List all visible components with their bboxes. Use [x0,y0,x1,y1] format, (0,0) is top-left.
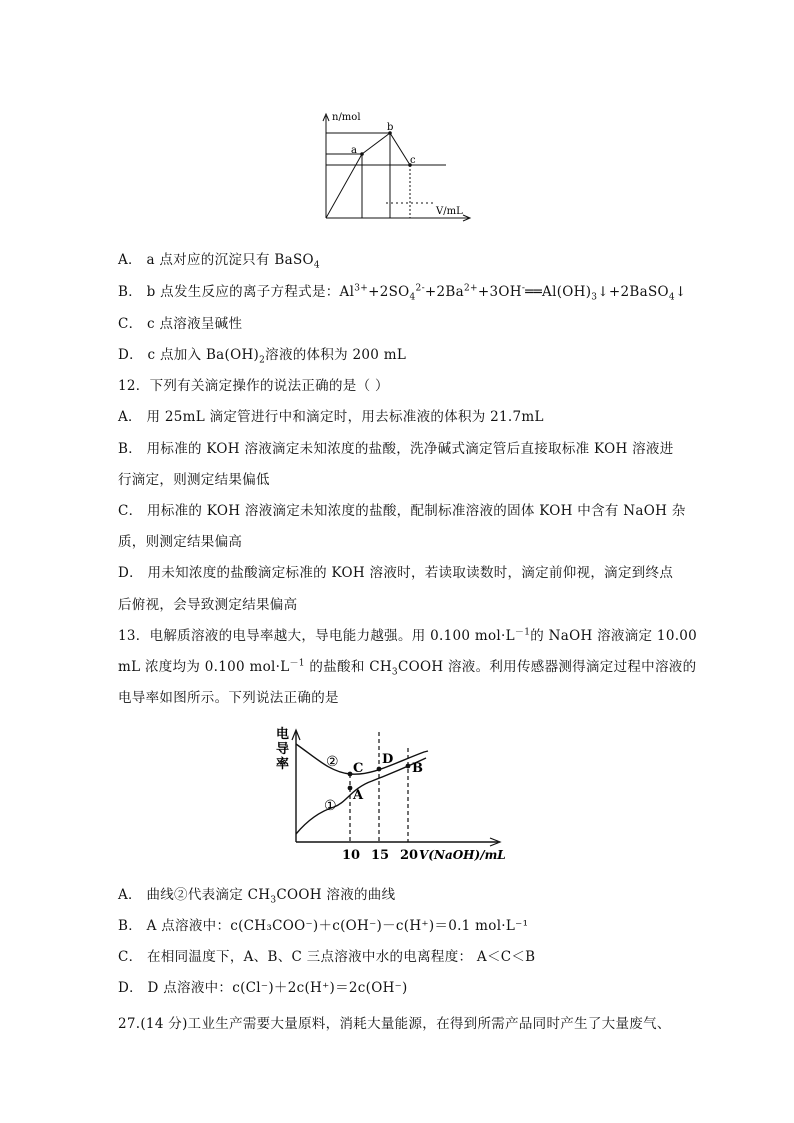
q12-stem: 12．下列有关滴定操作的说法正确的是（ ） [118,378,389,394]
segment-ab [362,133,390,154]
q13-stem-line2: mL 浓度均为 0.100 $mol\cdot L^{-1}$ 的盐酸和 $CH_3COOH$ 溶液。利用传感器测得滴定过程中溶液的 [118,658,697,678]
q11-option-a: A． a 点对应的沉淀只有 BaSO$_4$ [118,252,320,271]
point-b-label: B [412,761,423,776]
q12-option-b-line2: 行滴定，则测定结果偏低 [118,472,270,488]
q12-option-d-line2: 后俯视，会导致测定结果偏高 [118,597,298,613]
q13-option-a: A． 曲线②代表滴定 $CH_3COOH$ 溶液的曲线 [118,887,396,906]
q12-option-c-line1: C． 用标准的 KOH 溶液滴定未知浓度的盐酸，配制标准溶液的固体 KOH 中含有 NaOH 杂 [118,503,686,519]
q11-option-c: C． c 点溶液呈碱性 [118,316,243,332]
point-b [406,764,411,769]
q13-option-c: C． 在相同温度下，A、B、C 三点溶液中水的电离程度： A＜C＜B [118,949,536,965]
point-d [377,767,382,772]
point-c-label: C [353,761,364,776]
q12-option-a: A． 用 25mL 滴定管进行中和滴定时，用去标准液的体积为 21.7mL [118,409,544,425]
tick-10: 10 [342,848,361,863]
q27-stem: 27.(14 分)工业生产需要大量原料，消耗大量能源，在得到所需产品同时产生了大量废气、 [118,1016,671,1032]
tick-20: 20 [400,848,419,863]
q13-option-d: D． D 点溶液中：c(Cl⁻)＋2c(H⁺)＝2c(OH⁻) [118,980,408,996]
point-d-label: D [382,752,394,767]
curve-1-label: ① [324,798,337,814]
point-a-label: A [353,788,364,803]
q12-option-d-line1: D． 用未知浓度的盐酸滴定标准的 KOH 溶液时，若读取读数时，滴定前仰视，滴定到终点 [118,565,674,581]
x-axis-label: V/mL [436,206,463,217]
q13-stem-line3: 电导率如图所示。下列说法正确的是 [118,690,339,706]
y-axis-label-2: 导 [276,742,290,757]
y-axis-label-1: 电 [276,727,290,742]
precipitate-graph [310,108,480,228]
segment-bc [390,133,410,165]
point-a-label: a [351,145,357,156]
q11-option-b: B． b 点发生反应的离子方程式是：$Al^{3+}+2SO_4^{2-}+2Ba^{2+}+3OH^-══Al(OH)_3↓+2BaSO_4↓$ [118,283,687,303]
x-axis-label: V(NaOH)/mL [419,848,506,862]
curve-2-label: ② [326,754,339,770]
q12-option-b-line1: B． 用标准的 KOH 溶液滴定未知浓度的盐酸，洗净碱式滴定管后直接取标准 KOH 溶液进 [118,441,674,457]
q11-option-d: D． c 点加入 $Ba(OH)_2$溶液的体积为 200 mL [118,347,407,366]
point-c-label: c [410,155,416,166]
segment-oa [326,154,362,218]
q13-option-b: B． A 点溶液中：c(CH₃COO⁻)＋c(OH⁻)－c(H⁺)＝0.1 mol·L⁻¹ [118,918,529,934]
y-axis-label: n/mol [332,112,361,123]
conductivity-graph [272,718,512,866]
point-a [348,786,353,791]
point-b-label: b [387,122,394,133]
q12-option-c-line2: 质，则测定结果偏高 [118,534,243,550]
point-c [348,772,353,777]
y-axis-label-3: 率 [276,757,290,772]
q13-stem-line1: 13．电解质溶液的电导率越大，导电能力越强。用 0.100 $mol\cdot L^{-1}$的 NaOH 溶液滴定 10.00 [118,627,698,644]
tick-15: 15 [371,848,390,863]
